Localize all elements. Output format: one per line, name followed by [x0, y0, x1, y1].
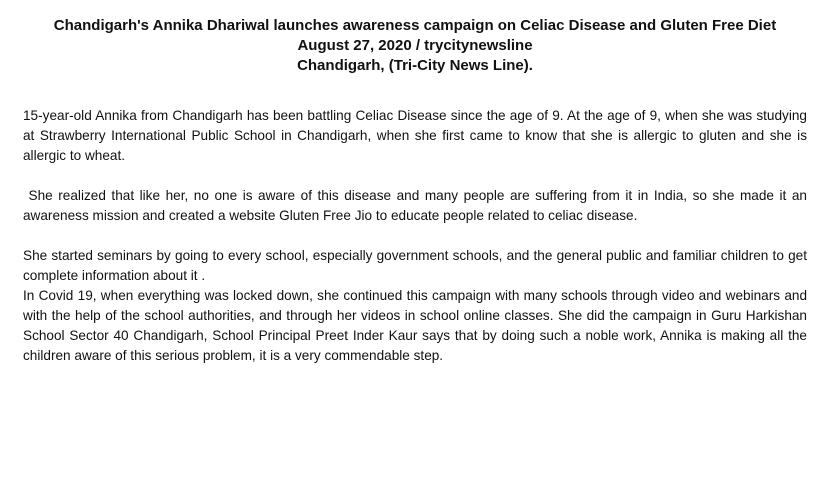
paragraph-1: 15-year-old Annika from Chandigarh has been battling Celiac Disease since the age of 9. At the age of 9, when she was studying at Strawberry International Public School in Chandigarh, when she first came to know that she is allergic to gluten and she is allergic to wheat. [23, 108, 807, 163]
paragraph-3: She started seminars by going to every school, especially government schools, and the general public and familiar children to get complete information about it . [23, 248, 807, 283]
paragraph-gap [23, 226, 807, 246]
article-header [23, 16, 807, 76]
dateline: August 27, 2020 / trycitynewsline [297, 37, 533, 54]
headline: Chandigarh's Annika Dhariwal launches awareness campaign on Celiac Disease and Gluten Free Diet [53, 17, 777, 34]
paragraph-4: In Covid 19, when everything was locked down, she continued this campaign with many schools through video and webinars and with the help of the school authorities, and through her videos in school online classes. She did the campaign in Guru Harkishan School Sector 40 Chandigarh, School Principal Preet Inder Kaur says that by doing such a noble work, Annika is making all the children aware of this serious problem, it is a very commendable step. [23, 288, 807, 363]
article-body [23, 106, 811, 366]
paragraph-gap [23, 166, 807, 186]
paragraph-2: She realized that like her, no one is aware of this disease and many people are suffering from it in India, so she made it an awareness mission and created a website Gluten Free Jio to educate people related to celiac disease. [23, 188, 811, 223]
location-line: Chandigarh, (Tri-City News Line). [297, 57, 533, 74]
